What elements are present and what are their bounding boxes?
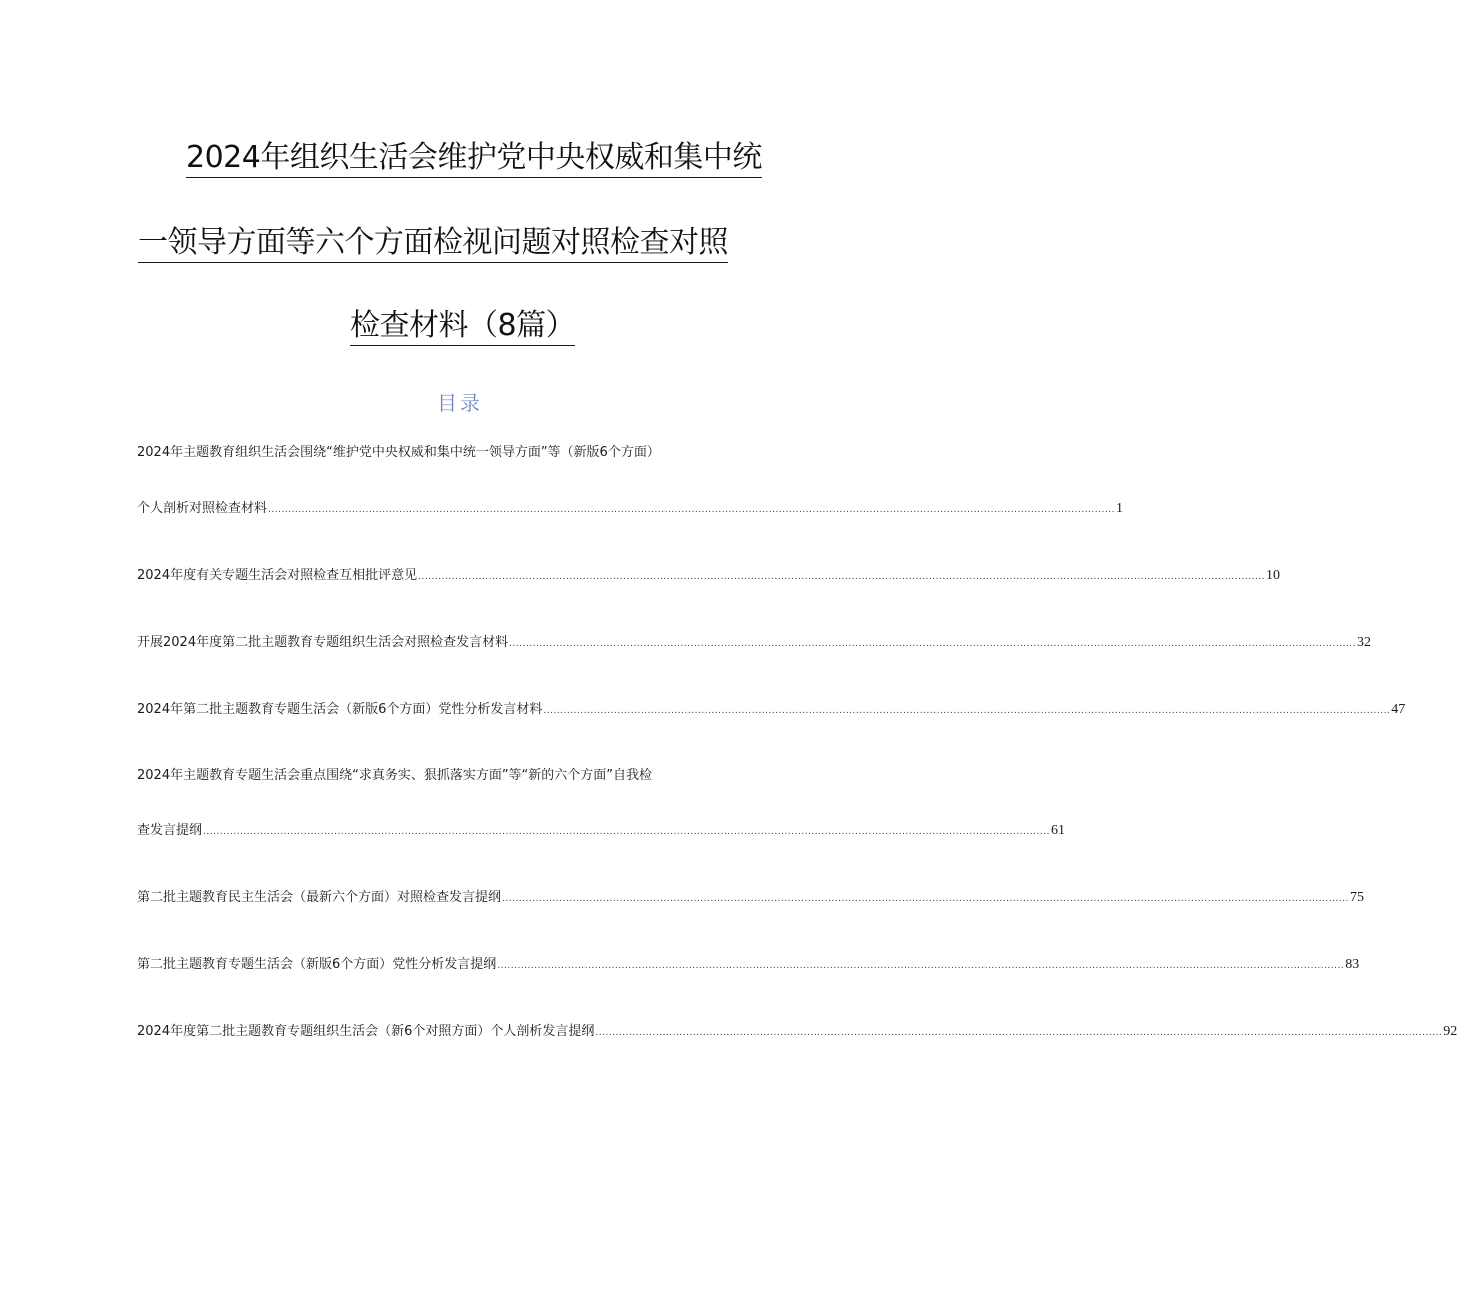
toc-heading: 目录 [437,391,483,415]
toc-page-number: 92 [1443,1024,1457,1039]
title-line-1: 2024年组织生活会维护党中央权威和集中统 [186,140,762,178]
toc-entry-5[interactable] [137,822,1065,841]
toc-entry-1-line1: 2024年主题教育组织生活会围绕“维护党中央权威和集中统一领导方面”等（新版6个方面） [137,445,660,460]
title-line-3: 检查材料（8篇） [350,308,575,346]
toc-entry-6[interactable] [137,889,1364,908]
toc-page-number: 83 [1345,957,1360,972]
toc-entry-label: 第二批主题教育民主生活会（最新六个方面）对照检查发言提纲 [137,890,502,905]
toc-entry-label: 开展2024年度第二批主题教育专题组织生活会对照检查发言材料 [137,635,509,650]
toc-page-number: 32 [1357,635,1372,650]
title-line-2: 一领导方面等六个方面检视问题对照检查对照 [138,225,728,263]
toc-entry-label: 2024年度有关专题生活会对照检查互相批评意见 [137,568,418,583]
toc-entry-4[interactable] [137,701,1406,720]
toc-dot-leader: ............................................................................................................................................................................................................................................................ [497,961,1345,971]
toc-entry-2[interactable] [137,567,1281,586]
toc-dot-leader: ............................................................................................................................................................................................................................................................ [268,505,1115,515]
toc-dot-leader: ............................................................................................................................................................................................................................................................ [502,894,1349,904]
toc-entry-1[interactable] [137,500,1123,519]
toc-entry-5-line1: 2024年主题教育专题生活会重点围绕“求真务实、狠抓落实方面”等“新的六个方面”自我检 [137,768,653,783]
toc-entry-7[interactable] [137,956,1360,975]
toc-dot-leader: ............................................................................................................................................................................................................................................................ [543,706,1391,716]
toc-entry-label: 2024年第二批主题教育专题生活会（新版6个方面）党性分析发言材料 [137,702,543,717]
toc-entry-label: 第二批主题教育专题生活会（新版6个方面）党性分析发言提纲 [137,957,497,972]
toc-page-number: 47 [1391,702,1406,717]
toc-entry-8[interactable] [137,1023,1457,1042]
toc-dot-leader: ............................................................................................................................................................................................................................................................ [203,827,1050,837]
toc-entry-label: 个人剖析对照检查材料 [137,501,268,516]
toc-page-number: 10 [1266,568,1281,583]
toc-dot-leader: ............................................................................................................................................................................................................................................................ [418,572,1266,582]
toc-dot-leader: ............................................................................................................................................................................................................................................................ [595,1028,1443,1038]
toc-dot-leader: ............................................................................................................................................................................................................................................................ [509,639,1357,649]
toc-page-number: 61 [1050,823,1065,838]
toc-entry-3[interactable] [137,634,1372,653]
toc-entry-label: 查发言提纲 [137,823,203,838]
toc-page-number: 1 [1115,501,1123,516]
toc-entry-label: 2024年度第二批主题教育专题组织生活会（新6个对照方面）个人剖析发言提纲 [137,1024,595,1039]
toc-page-number: 75 [1349,890,1364,905]
